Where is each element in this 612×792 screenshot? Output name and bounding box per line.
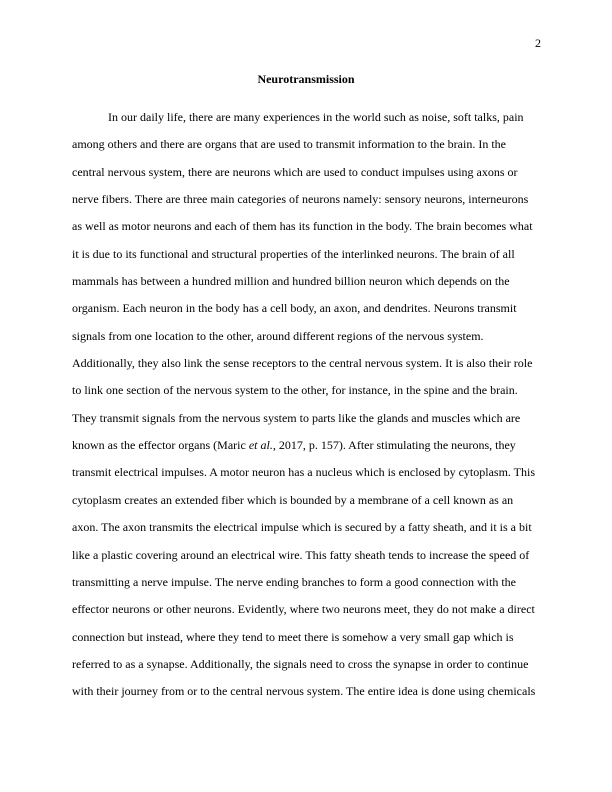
paragraph-line: axon. The axon transmits the electrical impulse which is secured by a fatty sheath, and it is a bit bbox=[72, 520, 532, 535]
paragraph-line: among others and there are organs that are used to transmit information to the brain. In the bbox=[72, 137, 506, 152]
paragraph-line: referred to as a synapse. Additionally, the signals need to cross the synapse in order to continue bbox=[72, 656, 529, 671]
body-paragraph bbox=[72, 104, 542, 706]
citation-lead-text: known as the effector organs (Maric bbox=[72, 438, 246, 453]
paragraph-line: like a plastic covering around an electrical wire. This fatty sheath tends to increase the speed of bbox=[72, 547, 530, 562]
paragraph-line: cytoplasm creates an extended fiber which is bounded by a membrane of a cell known as an bbox=[72, 492, 514, 507]
paragraph-line: as well as motor neurons and each of them has its function in the body. The brain becomes what bbox=[72, 219, 533, 234]
paragraph-line: transmitting a nerve impulse. The nerve ending branches to form a good connection with the bbox=[72, 574, 516, 589]
paragraph-line: effector neurons or other neurons. Evidently, where two neurons meet, they do not make a direct bbox=[72, 602, 535, 617]
paragraph-line: central nervous system, there are neurons which are used to conduct impulses using axons or bbox=[72, 164, 518, 179]
paragraph-line: They transmit signals from the nervous system to parts like the glands and muscles which are bbox=[72, 410, 521, 425]
paragraph-line: Additionally, they also link the sense receptors to the central nervous system. It is also their role bbox=[72, 356, 533, 371]
paragraph-line: signals from one location to the other, around different regions of the nervous system. bbox=[72, 328, 484, 343]
paragraph-line: nerve fibers. There are three main categories of neurons namely: sensory neurons, interneurons bbox=[72, 192, 529, 207]
document-title: Neurotransmission bbox=[257, 72, 355, 86]
page-number: 2 bbox=[535, 36, 541, 50]
paragraph-line: transmit electrical impulses. A motor neuron has a nucleus which is enclosed by cytoplasm. This bbox=[72, 465, 536, 480]
paragraph-line: connection but instead, where they tend to meet there is somehow a very small gap which is bbox=[72, 629, 514, 644]
paragraph-line: to link one section of the nervous system to the other, for instance, in the spine and the brain. bbox=[72, 383, 518, 398]
paragraph-line: it is due to its functional and structural properties of the interlinked neurons. The brain of all bbox=[72, 246, 515, 261]
paragraph-line: mammals has between a hundred million and hundred billion neuron which depends on the bbox=[72, 274, 510, 289]
paragraph-line: In our daily life, there are many experiences in the world such as noise, soft talks, pain bbox=[108, 110, 524, 124]
paragraph-line: with their journey from or to the central nervous system. The entire idea is done using chemicals bbox=[72, 684, 536, 699]
citation-et-al: et al. bbox=[248, 438, 273, 453]
citation-line bbox=[72, 432, 542, 459]
paragraph-line: organism. Each neuron in the body has a cell body, an axon, and dendrites. Neurons transmit bbox=[72, 301, 517, 316]
citation-rest-text: , 2017, p. 157). After stimulating the neurons, they bbox=[272, 438, 516, 453]
